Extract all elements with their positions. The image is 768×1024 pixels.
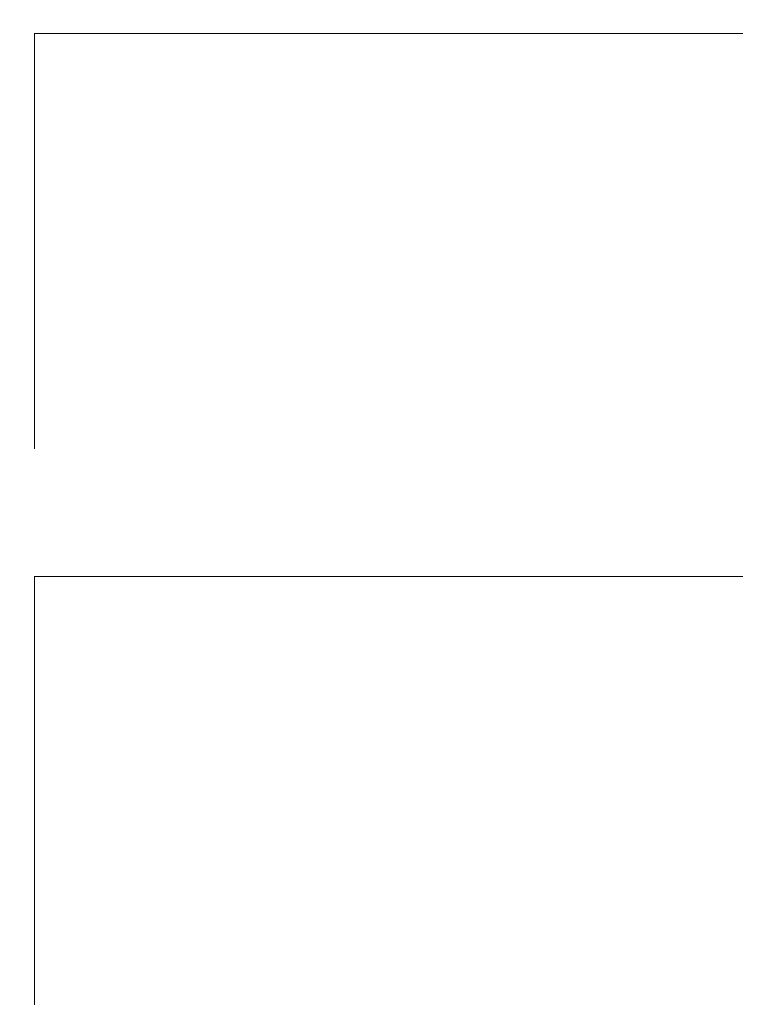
letter-grid-k-to-t — [34, 576, 743, 1005]
letter-grid-a-to-j — [34, 33, 743, 449]
